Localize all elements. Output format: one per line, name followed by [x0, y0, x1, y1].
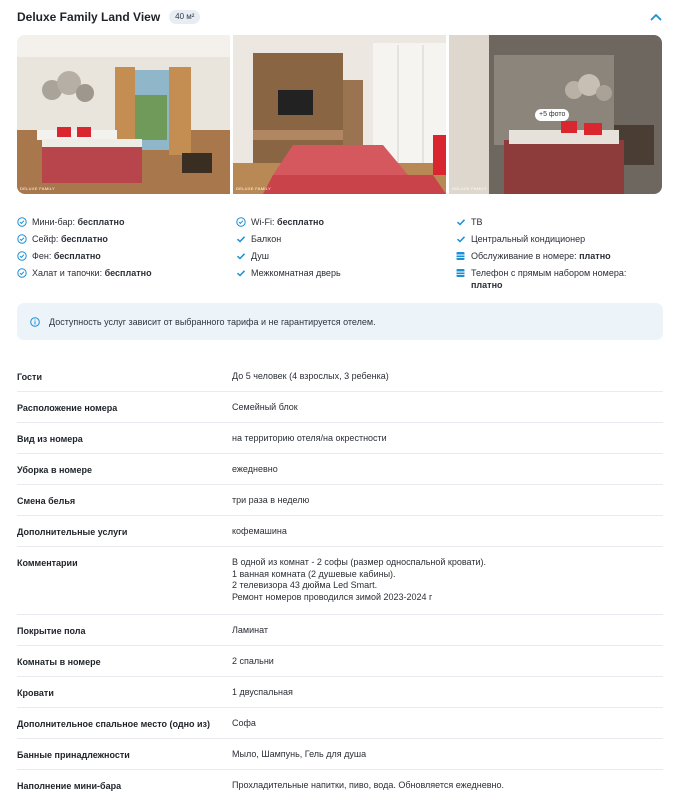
amenity-item: [17, 267, 152, 279]
spec-value: 1 двуспальная: [232, 687, 293, 697]
spec-row: [17, 454, 663, 485]
amenity-label: Балкон: [251, 234, 282, 244]
check-icon: [456, 216, 466, 228]
check-icon: [236, 267, 246, 279]
room-title: Deluxe Family Land View: [17, 10, 161, 24]
amenity-label: Обслуживание в номере: платно: [471, 251, 611, 261]
comment-line: Ремонт номеров проводился зимой 2023-2024 г: [232, 591, 433, 602]
spec-label: Наполнение мини-бара: [17, 781, 122, 791]
photo-caption: DELUXE FAMILY: [20, 186, 55, 191]
amenity-label: Мини-бар: бесплатно: [32, 217, 125, 227]
spec-row: [17, 547, 663, 615]
bedroom-photo-image: [17, 35, 230, 194]
photo-caption: DELUXE FAMILY: [236, 186, 271, 191]
spec-label: Банные принадлежности: [17, 750, 130, 760]
spec-row: [17, 361, 663, 392]
spec-value: три раза в неделю: [232, 495, 310, 505]
check-circle-icon: [17, 267, 27, 279]
amenity-label: Межкомнатная дверь: [251, 268, 341, 278]
spec-label: Расположение номера: [17, 403, 118, 413]
comment-line: В одной из комнат - 2 софы (размер односпальной кровати).: [232, 557, 487, 567]
spec-value: Ламинат: [232, 625, 269, 635]
bedroom-photo-image: [233, 35, 446, 194]
spec-label: Уборка в номере: [17, 465, 92, 475]
spec-label: Дополнительное спальное место (одно из): [17, 719, 211, 729]
spec-label: Смена белья: [17, 496, 76, 506]
room-specs-table: [17, 361, 663, 801]
room-photo-2[interactable]: [233, 35, 446, 194]
spec-value: Прохладительные напитки, пиво, вода. Обновляется ежедневно.: [232, 780, 504, 790]
spec-row: [17, 708, 663, 739]
spec-row: [17, 423, 663, 454]
spec-label: Комментарии: [17, 558, 78, 568]
room-photo-1[interactable]: [17, 35, 230, 194]
spec-row: [17, 739, 663, 770]
check-icon: [456, 233, 466, 245]
spec-value: До 5 человек (4 взрослых, 3 ребенка): [232, 371, 389, 381]
notice-text: Доступность услуг зависит от выбранного тарифа и не гарантируется отелем.: [49, 316, 376, 327]
check-icon: [236, 233, 246, 245]
amenity-item: [236, 267, 341, 279]
paid-icon: [456, 267, 466, 279]
photo-gallery: [17, 35, 663, 194]
service-availability-notice: [17, 303, 663, 340]
chevron-up-icon: [650, 13, 662, 21]
spec-value: 2 спальни: [232, 656, 274, 666]
spec-value: на территорию отеля/на окрестности: [232, 433, 387, 443]
check-circle-icon: [17, 216, 27, 228]
room-photo-3[interactable]: [449, 35, 662, 194]
spec-row: [17, 615, 663, 646]
more-photos-button[interactable]: +5 фото: [535, 109, 569, 121]
amenity-label: Телефон с прямым набором номера: платно: [471, 268, 627, 290]
room-header: [17, 6, 663, 28]
photo-caption: DELUXE FAMILY: [452, 186, 487, 191]
spec-label: Покрытие пола: [17, 626, 86, 636]
spec-row: [17, 677, 663, 708]
amenity-label: Халат и тапочки: бесплатно: [32, 268, 152, 278]
amenity-item: [456, 216, 483, 228]
amenity-item: [236, 250, 269, 262]
amenity-item: [17, 216, 124, 228]
spec-value-multiline: [232, 557, 486, 614]
area-badge: 40 м²: [169, 10, 200, 24]
amenity-label: Фен: бесплатно: [32, 251, 101, 261]
check-circle-icon: [17, 233, 27, 245]
spec-value: Семейный блок: [232, 402, 298, 412]
amenity-label: Wi-Fi: бесплатно: [251, 217, 324, 227]
spec-row: [17, 392, 663, 423]
spec-value: кофемашина: [232, 526, 287, 536]
amenity-item: [456, 233, 585, 245]
comment-line: 1 ванная комната (2 душевые кабины).: [232, 568, 396, 579]
amenity-item: [456, 250, 611, 262]
spec-label: Вид из номера: [17, 434, 83, 444]
spec-label: Дополнительные услуги: [17, 527, 128, 537]
spec-label: Комнаты в номере: [17, 657, 101, 667]
amenity-item: [17, 250, 101, 262]
spec-value: Мыло, Шампунь, Гель для душа: [232, 749, 367, 759]
amenity-label: Душ: [251, 251, 270, 261]
amenity-label: ТВ: [471, 217, 483, 227]
amenity-label: Центральный кондиционер: [471, 234, 586, 244]
collapse-button[interactable]: [649, 10, 663, 24]
spec-label: Кровати: [17, 688, 54, 698]
amenity-item: [236, 216, 324, 228]
spec-value: Софа: [232, 718, 256, 728]
spec-row: [17, 646, 663, 677]
spec-row: [17, 770, 663, 801]
amenity-item: [17, 233, 108, 245]
paid-icon: [456, 250, 466, 262]
info-icon: [30, 317, 40, 327]
comment-line: 2 телевизора 43 дюйма Led Smart.: [232, 580, 378, 590]
check-circle-icon: [236, 216, 246, 228]
spec-row: [17, 485, 663, 516]
amenity-item: [456, 267, 656, 291]
amenity-label: Сейф: бесплатно: [32, 234, 108, 244]
amenities-grid: [17, 216, 663, 296]
spec-row: [17, 516, 663, 547]
check-circle-icon: [17, 250, 27, 262]
spec-value: ежедневно: [232, 464, 278, 474]
check-icon: [236, 250, 246, 262]
spec-label: Гости: [17, 372, 42, 382]
amenity-item: [236, 233, 281, 245]
